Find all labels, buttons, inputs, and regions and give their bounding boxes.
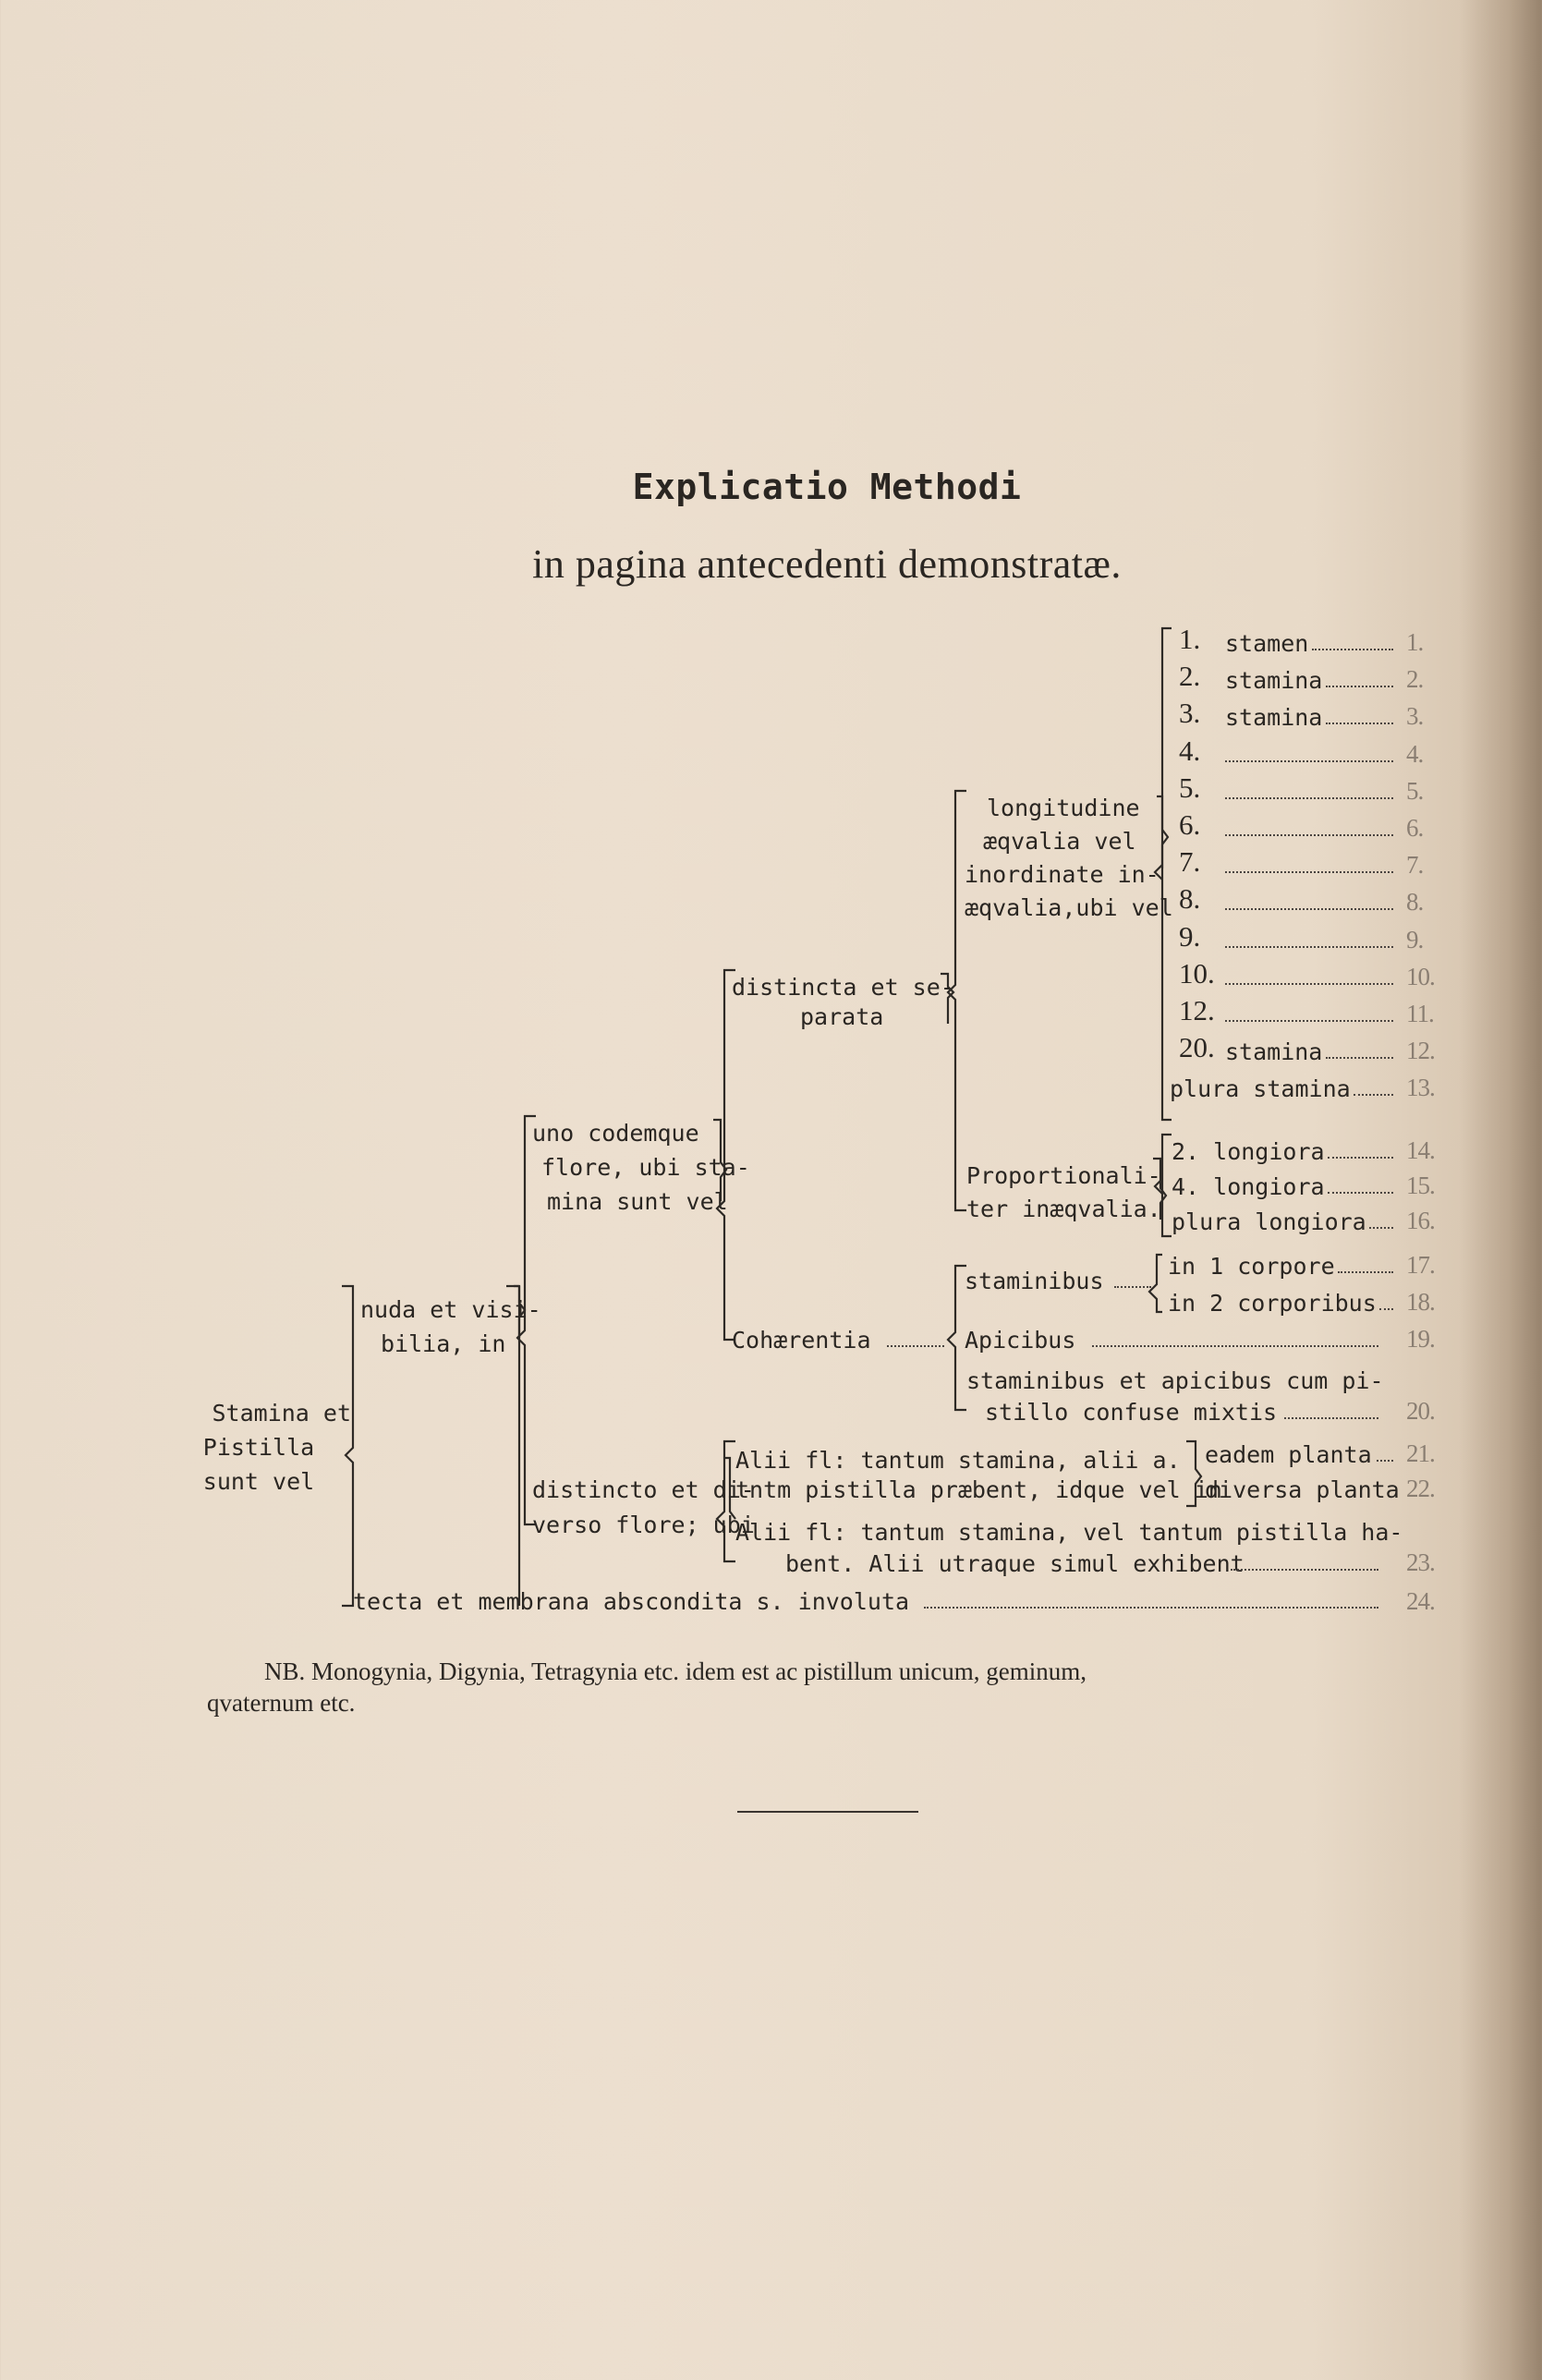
mixtis-page: 20. [1406, 1397, 1435, 1425]
tecta-label: tecta et membrana abscondita s. involuta [353, 1588, 910, 1615]
nuda-label-2: bilia, in [381, 1330, 506, 1357]
count-class-text: stamina [1225, 704, 1323, 731]
count-class-text: stamina [1225, 667, 1323, 694]
proportion-class-text: plura longiora [1172, 1208, 1366, 1235]
count-class-leader [1326, 686, 1393, 687]
count-class-leader [1225, 983, 1393, 985]
count-class-page: 4. [1406, 740, 1424, 768]
count-class-number: 9. [1179, 920, 1201, 953]
proportion-class-text: 4. longiora [1172, 1173, 1325, 1200]
count-class-page: 8. [1406, 888, 1424, 916]
staminibus-label: staminibus [965, 1268, 1104, 1294]
count-class-leader [1225, 834, 1393, 836]
count-class-number: 5. [1179, 771, 1201, 804]
tecta-page: 24. [1406, 1587, 1435, 1615]
root-label-2: Pistilla [202, 1434, 315, 1461]
alii1-label-1: Alii fl: tantum stamina, alii a. [735, 1447, 1181, 1474]
count-class-number: 20. [1179, 1031, 1215, 1063]
planta-class-page: 22. [1406, 1475, 1435, 1502]
root-label-3: sunt vel [202, 1468, 315, 1495]
count-class-number: 2. [1179, 660, 1201, 692]
count-class-text: stamen [1225, 630, 1309, 657]
planta-class-text: eadem planta [1205, 1441, 1372, 1468]
planta-class-page: 21. [1406, 1439, 1435, 1467]
uno-label-1: uno codemque [532, 1120, 699, 1147]
longitudine-label-1: longitudine [987, 795, 1140, 821]
count-class-leader [1225, 797, 1393, 799]
count-class-page: 10. [1406, 963, 1435, 990]
staminibus-class-text: in 1 corpore [1168, 1253, 1335, 1280]
proportion-class-page: 15. [1406, 1172, 1435, 1199]
proportion-class-leader [1328, 1192, 1393, 1194]
proportionaliter-label-2: ter inæqvalia. [966, 1196, 1161, 1222]
apicibus-label: Apicibus [965, 1327, 1076, 1354]
alii2-page: 23. [1406, 1548, 1435, 1576]
proportion-class-leader [1328, 1157, 1393, 1159]
uno-label-2: flore, ubi sta- [541, 1154, 750, 1181]
count-class-page: 9. [1406, 926, 1424, 953]
count-class-leader [1354, 1094, 1393, 1096]
alii1-label-2: tntm pistilla præbent, idque vel in [735, 1476, 1222, 1503]
planta-class-text: diversa planta [1205, 1476, 1400, 1503]
count-class-number: 7. [1179, 845, 1201, 878]
proportion-class-page: 16. [1406, 1207, 1435, 1234]
count-class-leader [1312, 649, 1393, 650]
count-class-number: 1. [1179, 623, 1201, 655]
count-class-page: 7. [1406, 851, 1424, 879]
count-class-page: 12. [1406, 1037, 1435, 1064]
distincta-label-1: distincta et se- [732, 974, 954, 1001]
distincto-flore-label-2: verso flore; ubi [532, 1512, 755, 1538]
proportion-class-leader [1369, 1227, 1393, 1229]
count-class-page: 3. [1406, 702, 1424, 730]
mixtis-leader [1284, 1417, 1378, 1419]
count-class-leader [1225, 1020, 1393, 1022]
count-class-page: 13. [1406, 1074, 1435, 1101]
count-class-page: 5. [1406, 777, 1424, 805]
proportionaliter-label-1: Proportionali- [966, 1162, 1161, 1189]
proportion-class-page: 14. [1406, 1136, 1435, 1164]
proportion-class-text: 2. longiora [1172, 1138, 1325, 1165]
count-class-page: 6. [1406, 814, 1424, 842]
count-class-text: plura stamina [1170, 1075, 1351, 1102]
note-line-2: qvaternum etc. [207, 1689, 356, 1717]
mixtis-label-1: staminibus et apicibus cum pi- [966, 1367, 1384, 1394]
cohaerentia-leader [887, 1345, 944, 1347]
distincto-flore-label-1: distincto et di- [532, 1476, 755, 1503]
alii2-label-1: Alii fl: tantum stamina, vel tantum pistilla ha- [735, 1519, 1403, 1546]
count-class-leader [1326, 1057, 1393, 1059]
count-class-number: 10. [1179, 957, 1215, 990]
count-class-number: 3. [1179, 697, 1201, 729]
uno-label-3: mina sunt vel [547, 1188, 728, 1215]
nuda-label-1: nuda et visi- [360, 1296, 541, 1323]
count-class-leader [1225, 908, 1393, 910]
count-class-text: stamina [1225, 1038, 1323, 1065]
page-subtitle: in pagina antecedenti demonstratæ. [532, 541, 1122, 587]
tecta-leader [924, 1607, 1378, 1609]
alii2-leader [1231, 1569, 1378, 1571]
count-class-page: 1. [1406, 628, 1424, 656]
root-label-1: Stamina et [212, 1400, 351, 1427]
staminibus-class-leader [1338, 1271, 1393, 1273]
page-title: Explicatio Methodi [632, 467, 1022, 507]
distincta-label-2: parata [800, 1003, 884, 1030]
mixtis-label-2: stillo confuse mixtis [985, 1399, 1278, 1426]
staminibus-class-leader [1379, 1308, 1393, 1310]
count-class-number: 4. [1179, 735, 1201, 767]
count-class-page: 2. [1406, 665, 1424, 693]
note-line-1: NB. Monogynia, Digynia, Tetragynia etc. idem est ac pistillum unicum, geminum, [264, 1658, 1087, 1685]
apicibus-page: 19. [1406, 1325, 1435, 1353]
longitudine-label-2: æqvalia vel [983, 828, 1136, 855]
count-class-page: 11. [1406, 1000, 1434, 1027]
planta-class-leader [1377, 1460, 1393, 1462]
longitudine-label-4: æqvalia,ubi vel [965, 894, 1173, 921]
count-class-leader [1225, 760, 1393, 762]
closing-rule [737, 1811, 918, 1813]
staminibus-leader [1114, 1286, 1151, 1288]
count-class-number: 8. [1179, 882, 1201, 915]
count-class-leader [1225, 946, 1393, 948]
count-class-number: 12. [1179, 994, 1215, 1026]
apicibus-leader [1092, 1345, 1378, 1347]
count-class-number: 6. [1179, 808, 1201, 841]
staminibus-class-text: in 2 corporibus [1168, 1290, 1377, 1317]
count-class-leader [1225, 871, 1393, 873]
staminibus-class-page: 17. [1406, 1251, 1435, 1279]
longitudine-label-3: inordinate in- [965, 861, 1160, 888]
count-class-leader [1326, 722, 1393, 724]
alii2-label-2: bent. Alii utraque simul exhibent [785, 1550, 1245, 1577]
cohaerentia-label: Cohærentia [732, 1327, 871, 1354]
staminibus-class-page: 18. [1406, 1288, 1435, 1316]
